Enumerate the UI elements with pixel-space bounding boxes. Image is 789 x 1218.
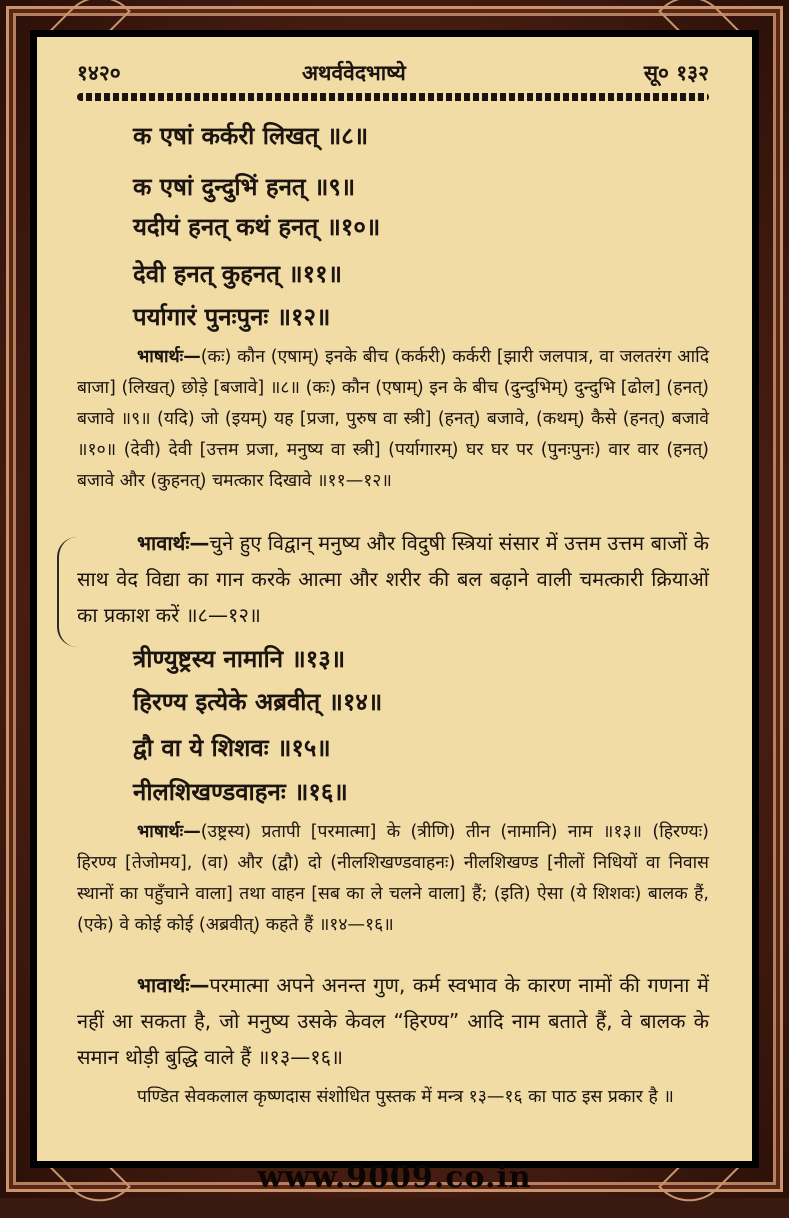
- website-watermark: www.9009.co.in: [257, 1160, 532, 1195]
- sukta-number: सू० १३२: [643, 61, 709, 85]
- bhasharth-label: भाषार्थः—: [137, 822, 201, 842]
- verse-12: पर्यागारं पुनःपुनः ॥१२॥: [133, 303, 331, 331]
- footnote-text: पण्डित सेवकलाल कृष्णदास संशोधित पुस्तक में मन्त्र १३—१६ का पाठ इस प्रकार है ॥: [137, 1087, 674, 1107]
- page-number: १४२०: [77, 61, 121, 85]
- bhavarth-label: भावार्थः—: [137, 973, 210, 997]
- bhasharth-text: (कः) कौन (एषाम्) इनके बीच (कर्करी) कर्करी [झारी जलपात्र, वा जलतरंग आदि बाजा] (लिखत्) छोड़े [बजावे] ॥८॥ (कः) कौन (एषाम्) इन के बीच (दुन्दुभिम्) दुन्दुभि [ढोल] (हनत्) बजावे ॥९॥ (यदि) जो (इयम्) यह [प्रजा, पुरुष वा स्त्री] (हनत्) बजावे, (कथम्) कैसे (हनत्) बजावे ॥१०॥ (देवी) देवी [उत्तम प्रजा, मनुष्य वा स्त्री] (पर्यागारम्) घर घर पर (पुनःपुनः) वार वार (हनत्) बजावे और (कुहनत्) चमत्कार दिखावे ॥११—१२॥: [77, 347, 709, 491]
- verse-8: क एषां कर्करी लिखत् ॥८॥: [133, 122, 369, 150]
- bhavarth-text: चुने हुए विद्वान् मनुष्य और विदुषी स्त्रियां संसार में उत्तम उत्तम बाजों के साथ वेद विद्या का गान करके आत्मा और शरीर की बल बढ़ाने वाली चमत्कारी क्रियाओं का प्रकाश करें ॥८—१२॥: [77, 531, 709, 627]
- verse-16: नीलशिखण्डवाहनः ॥१६॥: [133, 778, 348, 806]
- header-divider: [77, 93, 709, 101]
- verse-14: हिरण्य इत्येके अब्रवीत् ॥१४॥: [133, 688, 383, 716]
- bhavarth-text: परमात्मा अपने अनन्त गुण, कर्म स्वभाव के कारण नामों की गणना में नहीं आ सकता है, जो मनुष्य उसके केवल “हिरण्य” आदि नाम बताते हैं, वे बालक के समान थोड़ी बुद्धि वाले हैं ॥१३—१६॥: [77, 973, 709, 1069]
- verse-15: द्वौ वा ये शिशवः ॥१५॥: [133, 734, 331, 762]
- bhasharth-label: भाषार्थः—: [137, 347, 201, 367]
- book-title: अथर्ववेदभाष्ये: [302, 61, 406, 85]
- bhasharth-paragraph-2: [77, 817, 709, 941]
- verse-11: देवी हनत् कुहनत् ॥११॥: [133, 260, 343, 288]
- page-header: [77, 59, 709, 95]
- verse-13: त्रीण्युष्ट्रस्य नामानि ॥१३॥: [133, 645, 346, 673]
- bhasharth-paragraph-1: [77, 342, 709, 497]
- bhavarth-paragraph-1: [77, 525, 709, 633]
- footnote: [77, 1082, 709, 1112]
- scanned-page: [37, 37, 752, 1161]
- bhavarth-label: भावार्थः—: [137, 531, 210, 555]
- bhasharth-text: (उष्ट्रस्य) प्रतापी [परमात्मा] के (त्रीणि) तीन (नामानि) नाम ॥१३॥ (हिरण्यः) हिरण्य [तेजोमय], (वा) और (द्वौ) दो (नीलशिखण्डवाहनः) नीलशिखण्ड [नीलों निधियों वा निवास स्थानों का पहुँचाने वाला] तथा वाहन [सब का ले चलने वाला] हैं; (इति) ऐसा (ये शिशवः) बालक हैं, (एके) वे कोई कोई (अब्रवीत्) कहते हैं ॥१४—१६॥: [77, 822, 709, 935]
- verse-9: क एषां दुन्दुभिं हनत् ॥९॥: [133, 173, 356, 201]
- verse-10: यदीयं हनत् कथं हनत् ॥१०॥: [133, 213, 381, 241]
- margin-annotation-bracket: [57, 537, 79, 647]
- bhavarth-paragraph-2: [77, 967, 709, 1075]
